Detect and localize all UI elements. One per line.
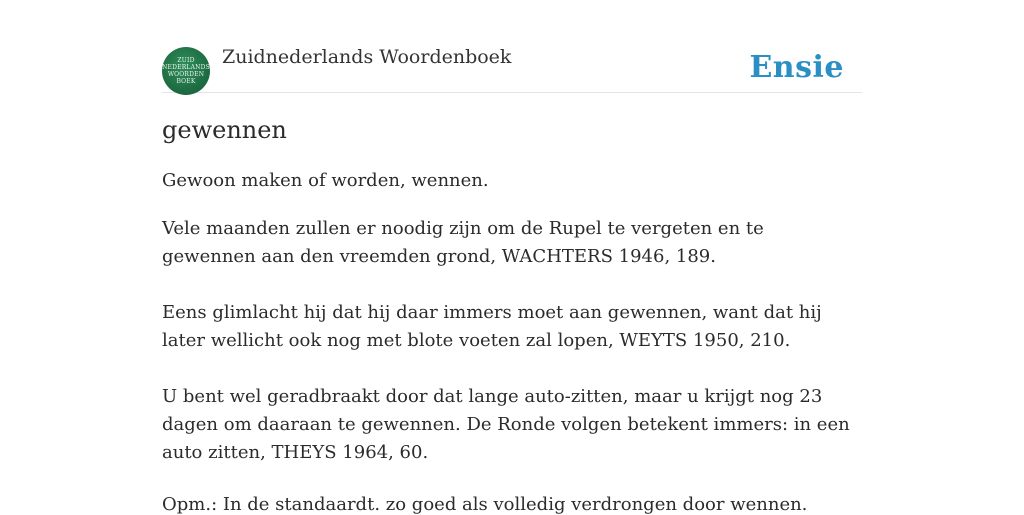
- usage-note: Opm.: In de standaardt. zo goed als volledig verdrongen door wennen.: [162, 494, 808, 515]
- entry-title: gewennen: [162, 116, 287, 144]
- quote-1: Vele maanden zullen er noodig zijn om de Rupel te vergeten en te gewennen aan den vreemden grond, WACHTERS 1946, 189.: [162, 218, 764, 267]
- ensie-brand-link[interactable]: Ensie: [749, 50, 844, 85]
- logo-line-4: BOEK: [176, 78, 196, 85]
- site-header: [162, 0, 862, 93]
- logo-line-2: NEDERLANDS: [162, 64, 210, 71]
- entry-definition: Gewoon maken of worden, wennen.: [162, 170, 489, 191]
- quote-2: Eens glimlacht hij dat hij daar immers moet aan gewennen, want dat hij later wellicht ook nog met blote voeten zal lopen, WEYTS 1950, 210.: [162, 302, 822, 351]
- site-name-link[interactable]: Zuidnederlands Woordenboek: [222, 46, 512, 68]
- quote-3: U bent wel geradbraakt door dat lange auto-zitten, maar u krijgt nog 23 dagen om daaraan te gewennen. De Ronde volgen betekent immers: in een auto zitten, THEYS 1964, 60.: [162, 386, 850, 463]
- logo-line-1: ZUID: [177, 57, 195, 64]
- page-content: [162, 0, 862, 515]
- site-logo[interactable]: [162, 47, 210, 95]
- logo-line-3: WOORDEN: [167, 71, 205, 78]
